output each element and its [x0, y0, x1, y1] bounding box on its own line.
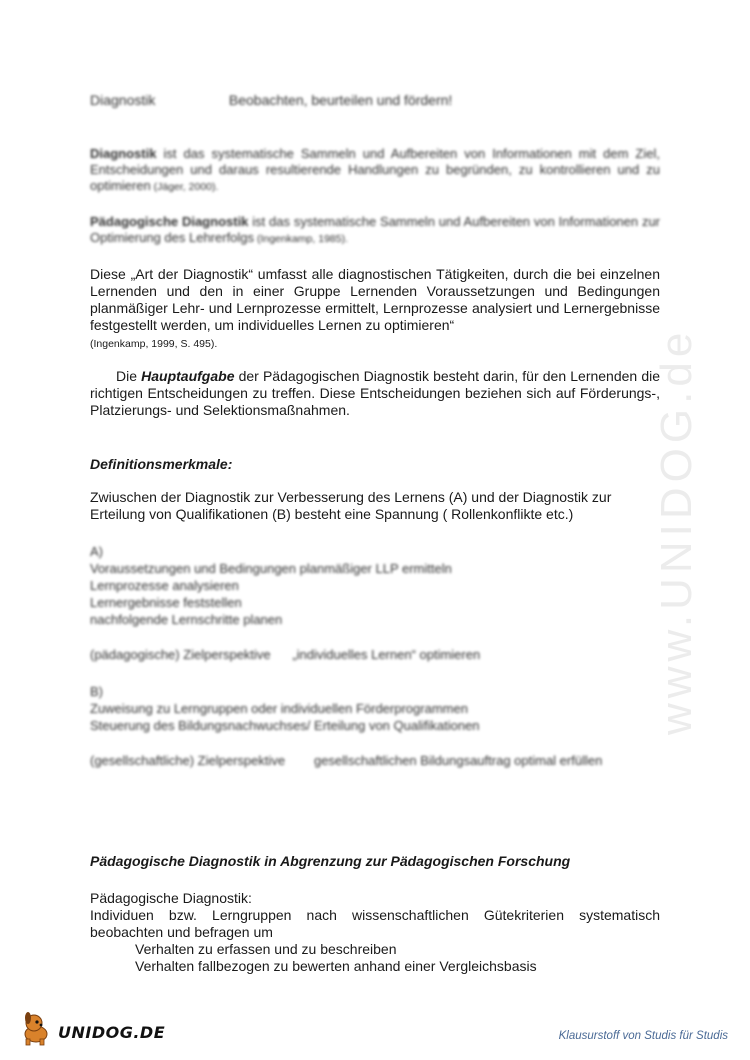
- tension-paragraph: Zwiuschen der Diagnostik zur Verbesserung des Lernens (A) und der Diagnostik zur Erteilung von Qualifikationen (B) besteht eine Spannung ( Rollenkonflikte etc.): [90, 489, 612, 522]
- definition-paedagogische-diagnostik: [90, 214, 660, 247]
- heading-right: Beobachten, beurteilen und fördern!: [228, 92, 453, 108]
- research-text: Individuen bzw. Lerngruppen nach wissenschaftlichen Gütekriterien systematisch beobachten und befragen um: [90, 907, 660, 940]
- list-item: nachfolgende Lernschritte planen: [90, 612, 283, 627]
- list-item: Verhalten fallbezogen zu bewerten anhand einer Vergleichsbasis: [135, 958, 537, 974]
- unidog-logo: [20, 1010, 170, 1046]
- logo-text: UNIDOG.DE: [58, 1023, 166, 1042]
- list-item: Lernergebnisse feststellen: [90, 595, 242, 610]
- research-label: Pädagogische Diagnostik:: [90, 890, 252, 906]
- definition2-text: ist das systematische Sammeln und Aufbereiten von Informationen zur Optimierung des Lehrerfolgs: [90, 214, 661, 245]
- definition2-source: (Ingenkamp, 1985).: [254, 233, 349, 245]
- section-a-list: [90, 560, 660, 628]
- page-heading: [90, 92, 452, 108]
- heading-left: Diagnostik: [90, 92, 156, 108]
- footer-tagline: Klausurstoff von Studis für Studis: [558, 1030, 728, 1042]
- main-task-pre: Die: [116, 368, 142, 384]
- section-a-label: A): [90, 544, 103, 559]
- quote-source: (Ingenkamp, 1999, S. 495).: [90, 338, 218, 350]
- research-heading: Pädagogische Diagnostik in Abgrenzung zur Pädagogischen Forschung: [90, 853, 571, 869]
- list-item: Steuerung des Bildungsnachwuchses/ Erteilung von Qualifikationen: [90, 718, 480, 733]
- definition1-source: (Jäger, 2000).: [150, 181, 219, 193]
- definition2-term: Pädagogische Diagnostik: [90, 214, 249, 229]
- main-task-post: der Pädagogischen Diagnostik besteht darin, für den Lernenden die richtigen Entscheidungen zu treffen. Diese Entscheidungen beziehen sich auf Förderungs-, Platzierungs- und Selektionsmaßnahmen.: [90, 368, 660, 418]
- section-b-label: B): [90, 684, 103, 699]
- definition-diagnostik: [90, 146, 660, 195]
- research-section: [90, 890, 660, 975]
- list-item: Zuweisung zu Lerngruppen oder individuellen Förderprogrammen: [90, 701, 468, 716]
- quote-paragraph: [90, 266, 660, 353]
- definition1-term: Diagnostik: [90, 146, 157, 161]
- section-a: [90, 543, 660, 663]
- list-item: Lernprozesse analysieren: [90, 578, 239, 593]
- list-item: Voraussetzungen und Bedingungen planmäßiger LLP ermitteln: [90, 561, 452, 576]
- quote-text: Diese „Art der Diagnostik“ umfasst alle diagnostischen Tätigkeiten, durch die bei einzelnen Lernenden und den in einer Gruppe Lernenden Voraussetzungen und Bedingungen planmäßiger Lehr- und Lernprozesse ermittelt, Lernprozesse analysiert und Lernergebnisse festgestellt werden, um individuelles Lernen zu optimieren“: [90, 266, 660, 333]
- definitions-heading: Definitionsmerkmale:: [90, 456, 233, 472]
- section-b: [90, 683, 660, 769]
- section-a-perspective: (pädagogische) Zielperspektive „individuelles Lernen“ optimieren: [90, 647, 481, 662]
- dog-icon: [20, 1010, 60, 1046]
- watermark: www.UNIDOG.de: [652, 327, 701, 735]
- section-b-list: [90, 700, 660, 734]
- research-list: [90, 941, 660, 975]
- section-b-perspective: (gesellschaftliche) Zielperspektive gesellschaftlichen Bildungsauftrag optimal erfüllen: [90, 753, 603, 768]
- main-task-paragraph: [90, 368, 660, 419]
- main-task-emphasis: Hauptaufgabe: [141, 368, 235, 384]
- definition1-text: ist das systematische Sammeln und Aufbereiten von Informationen mit dem Ziel, Entscheidungen und daraus resultierende Handlungen zu begründen, zu kontrollieren und zu optimieren: [90, 146, 660, 193]
- list-item: Verhalten zu erfassen und zu beschreiben: [135, 941, 397, 957]
